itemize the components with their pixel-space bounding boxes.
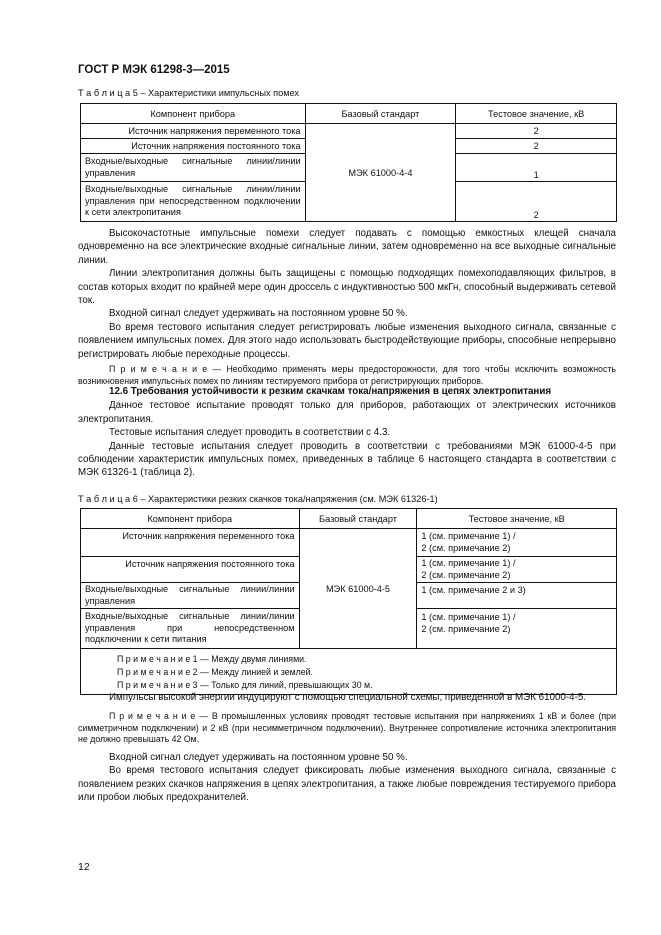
note: [78, 364, 616, 387]
table6-caption-text: 6 – Характеристики резких скачков тока/напряжения (см. МЭК 61326-1): [132, 494, 438, 504]
paragraph: Линии электропитания должны быть защищены с помощью подходящих помехоподавляющих фильтров, в состав которых входит по крайней мере один дроссель с индуктивностью 500 мкГн, способный выдерживать сетевой ток.: [78, 268, 616, 307]
table5-cell-value: 2: [456, 139, 617, 154]
note: [78, 711, 616, 746]
note-text: — Только для линий, превышающих 30 м.: [200, 679, 373, 690]
table6-header-row: [81, 509, 617, 529]
note-label: П р и м е ч а н и е 2: [117, 666, 198, 677]
note-label: П р и м е ч а н и е 1: [117, 654, 198, 664]
table6-cell-component: Входные/выходные сигнальные линии/линии управления: [81, 583, 300, 609]
section-title: 12.6 Требования устойчивости к резким скачкам тока/напряжения в цепях электропитания: [109, 386, 552, 397]
table-note: [117, 666, 612, 679]
value-line: 1 (см. примечание 1) /: [421, 558, 516, 568]
value-line: 2 (см. примечание 2): [421, 623, 511, 634]
table5-header-row: [81, 104, 617, 124]
value-line: 2 (см. примечание 2): [421, 542, 511, 553]
table6-caption-label: Т а б л и ц а: [78, 494, 131, 504]
page-number: 12: [78, 861, 90, 873]
table6-cell-value: [417, 557, 617, 583]
table6-cell-component: Источник напряжения переменного тока: [81, 529, 300, 557]
value-line: 2 (см. примечание 2): [421, 569, 511, 580]
value-line: 1 (см. примечание 1) /: [421, 612, 516, 622]
table6-cell-value: [417, 529, 617, 557]
note-text: — Необходимо применять меры предосторожности, для того чтобы исключить возможность возникновения импульсных помех по линиям тестируемого прибора от регистрирующих приборов.: [78, 364, 616, 386]
paragraph: Данные тестовые испытания следует проводить в соответствии с требованиями МЭК 61000-4-5 при соблюдении характеристик импульсных помех, приведенных в таблице 6 настоящего стандарта в соответствии с МЭК 61326-1 (таблица 2).: [78, 440, 616, 479]
table6-notes-row: [81, 649, 617, 695]
table5-cell-value: 2: [456, 182, 617, 222]
paragraph: Импульсы высокой энергии индуцируют с помощью специальной схемы, приведенной в МЭК 61000-4-5.: [109, 692, 587, 703]
table5-caption-text: 5 – Характеристики импульсных помех: [132, 88, 300, 98]
table5-caption-label: Т а б л и ц а: [78, 88, 131, 98]
paragraph: Входной сигнал следует удерживать на постоянном уровне 50 %.: [109, 751, 408, 763]
table5-cell-component: Входные/выходные сигнальные линии/линии управления при непосредственном подключении к сети электропитания: [81, 182, 306, 222]
table6-col-value: Тестовое значение, кВ: [417, 509, 617, 529]
note-label: П р и м е ч а н и е: [109, 711, 196, 722]
text-block-b: [78, 691, 616, 805]
table5-cell-component: Входные/выходные сигнальные линии/линии управления: [81, 154, 306, 182]
table5-col-component: Компонент прибора: [81, 104, 306, 124]
table-row: [81, 529, 617, 557]
value-line: 1 (см. примечание 2 и 3): [421, 585, 526, 595]
table6-cell-standard: МЭК 61000-4-5: [299, 529, 417, 649]
note-text: — Между линией и землей.: [200, 666, 314, 677]
table6-col-component: Компонент прибора: [81, 509, 300, 529]
table5-cell-component: Источник напряжения переменного тока: [81, 124, 306, 139]
text-block-a: [78, 227, 616, 387]
table5-cell-component: Источник напряжения постоянного тока: [81, 139, 306, 154]
table-note: [117, 679, 612, 692]
paragraph: Тестовые испытания следует проводить в соответствии с 4.3.: [109, 427, 391, 439]
table6-cell-value: [417, 609, 617, 649]
table6-cell-component: Входные/выходные сигнальные линии/линии управления при непосредственном подключении к сети питания: [81, 609, 300, 649]
table5: [80, 103, 617, 222]
paragraph: Данное тестовое испытание проводят только для приборов, работающих от электрических источников электропитания.: [78, 400, 616, 425]
table5-cell-value: 1: [456, 154, 617, 182]
note-label: П р и м е ч а н и е 3: [117, 679, 198, 690]
paragraph: Входной сигнал следует удерживать на постоянном уровне 50 %.: [109, 308, 408, 320]
table6-col-standard: Базовый стандарт: [299, 509, 417, 529]
table-note: [117, 653, 612, 666]
table-row: [81, 124, 617, 139]
table6-cell-component: Источник напряжения постоянного тока: [81, 557, 300, 583]
paragraph: Во время тестового испытания следует фиксировать любые изменения выходного сигнала, связанные с появлением резких скачков напряжения в цепях электропитания, а также любые повреждения тестируемого прибора или пробои любых предохранителей.: [78, 765, 616, 804]
table6-notes: [81, 649, 617, 695]
table5-caption: [78, 88, 299, 98]
note-text: — Между двумя линиями.: [200, 654, 307, 664]
table5-cell-standard: МЭК 61000-4-4: [305, 124, 456, 222]
table6-caption: [78, 494, 438, 504]
table5-cell-value: 2: [456, 124, 617, 139]
table5-col-standard: Базовый стандарт: [305, 104, 456, 124]
section-12-6: [78, 385, 616, 480]
document-header: ГОСТ Р МЭК 61298-3—2015: [78, 64, 230, 76]
value-line: 1 (см. примечание 1) /: [421, 531, 516, 541]
table5-col-value: Тестовое значение, кВ: [456, 104, 617, 124]
table6: [80, 508, 617, 695]
paragraph: Во время тестового испытания следует регистрировать любые изменения выходного сигнала, связанные с появлением импульсных помех. Для этого надо использовать быстродействующие приборы, способные непрерывно регистрировать любые переходные процессы.: [78, 321, 616, 360]
paragraph: Высокочастотные импульсные помехи следует подавать с помощью емкостных клещей сначала одновременно на все электрические входные сигнальные линии, затем одновременно на все выходные сигнальные линии.: [78, 228, 616, 266]
note-label: П р и м е ч а н и е: [109, 364, 208, 375]
note-text: — В промышленных условиях проводят тестовые испытания при напряжениях 1 кВ и более (при симметричном подключении) и 2 кВ (при несимметричном подключении). Внутреннее сопротивление источника электропитания не должно превышать 42 Ом.: [78, 711, 616, 745]
table6-cell-value: [417, 583, 617, 609]
